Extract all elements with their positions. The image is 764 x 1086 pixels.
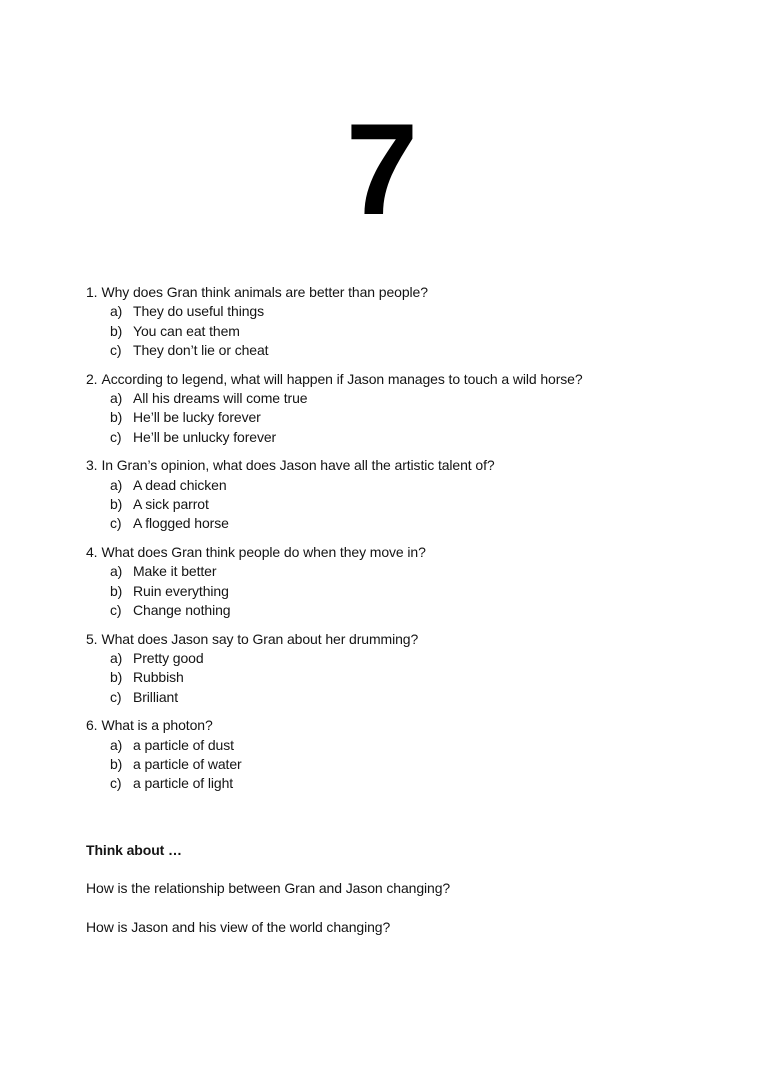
option-text: a particle of light xyxy=(133,775,234,792)
option-letter: a) xyxy=(110,303,123,320)
option-letter: a) xyxy=(110,649,123,666)
answer-option xyxy=(86,688,714,707)
option-text: They do useful things xyxy=(133,303,264,320)
option-text: He’ll be unlucky forever xyxy=(133,428,277,445)
option-letter: c) xyxy=(110,428,122,445)
option-letter: b) xyxy=(110,496,123,513)
answer-option xyxy=(86,514,714,533)
option-text: You can eat them xyxy=(133,322,240,339)
think-about-heading: Think about … xyxy=(86,842,182,858)
option-letter: c) xyxy=(110,515,122,532)
option-text: Rubbish xyxy=(133,669,184,686)
options-list xyxy=(86,736,714,794)
option-text: He’ll be lucky forever xyxy=(133,409,261,426)
option-text: Brilliant xyxy=(133,688,179,705)
answer-option xyxy=(86,582,714,601)
option-letter: b) xyxy=(110,669,123,686)
question-text: What is a photon? xyxy=(101,717,213,734)
question-number: 3. xyxy=(86,457,98,474)
answer-option xyxy=(86,389,714,408)
answer-option xyxy=(86,755,714,774)
answer-option xyxy=(86,476,714,495)
question-block xyxy=(86,543,714,621)
question-line xyxy=(86,543,714,562)
answer-option xyxy=(86,736,714,755)
option-text: a particle of dust xyxy=(133,736,234,753)
option-text: Pretty good xyxy=(133,649,204,666)
question-line xyxy=(86,630,714,649)
question-text: What does Jason say to Gran about her drumming? xyxy=(101,630,419,647)
question-block xyxy=(86,370,714,448)
answer-option xyxy=(86,562,714,581)
option-letter: a) xyxy=(110,476,123,493)
chapter-heading: 7 xyxy=(345,96,419,242)
options-list xyxy=(86,302,714,360)
answer-option xyxy=(86,601,714,620)
option-text: Ruin everything xyxy=(133,582,229,599)
answer-option xyxy=(86,649,714,668)
question-text: Why does Gran think animals are better than people? xyxy=(101,284,428,300)
option-text: Make it better xyxy=(133,563,217,580)
question-number: 4. xyxy=(86,543,98,560)
question-text: In Gran’s opinion, what does Jason have all the artistic talent of? xyxy=(101,457,495,474)
option-text: Change nothing xyxy=(133,602,231,619)
answer-option xyxy=(86,322,714,341)
option-text: a particle of water xyxy=(133,755,242,772)
option-letter: b) xyxy=(110,582,123,599)
question-line xyxy=(86,456,714,475)
question-text: According to legend, what will happen if Jason manages to touch a wild horse? xyxy=(101,370,583,387)
option-text: They don’t lie or cheat xyxy=(133,342,269,359)
question-block xyxy=(86,456,714,534)
option-text: All his dreams will come true xyxy=(133,390,308,407)
options-list xyxy=(86,476,714,534)
question-line xyxy=(86,716,714,735)
think-about-section xyxy=(86,841,714,957)
question-number: 2. xyxy=(86,370,98,387)
question-line xyxy=(86,370,714,389)
option-letter: a) xyxy=(110,390,123,407)
question-number: 1. xyxy=(86,284,98,300)
answer-option xyxy=(86,341,714,360)
question-block xyxy=(86,283,714,361)
option-letter: a) xyxy=(110,563,123,580)
question-block xyxy=(86,630,714,708)
option-text: A dead chicken xyxy=(133,476,227,493)
think-about-prompt: How is Jason and his view of the world changing? xyxy=(86,919,391,936)
option-letter: c) xyxy=(110,775,122,792)
option-letter: b) xyxy=(110,322,123,339)
option-letter: c) xyxy=(110,688,122,705)
questions-list xyxy=(86,283,714,803)
option-letter: b) xyxy=(110,409,123,426)
option-letter: c) xyxy=(110,602,122,619)
options-list xyxy=(86,649,714,707)
think-about-prompt: How is the relationship between Gran and Jason changing? xyxy=(86,880,451,897)
question-text: What does Gran think people do when they move in? xyxy=(101,543,426,560)
option-text: A flogged horse xyxy=(133,515,229,532)
option-letter: b) xyxy=(110,755,123,772)
option-letter: c) xyxy=(110,342,122,359)
option-text: A sick parrot xyxy=(133,496,209,513)
answer-option xyxy=(86,774,714,793)
question-block xyxy=(86,716,714,794)
question-number: 5. xyxy=(86,630,98,647)
answer-option xyxy=(86,408,714,427)
answer-option xyxy=(86,668,714,687)
question-line xyxy=(86,283,714,302)
options-list xyxy=(86,562,714,620)
answer-option xyxy=(86,428,714,447)
options-list xyxy=(86,389,714,447)
question-number: 6. xyxy=(86,717,98,734)
answer-option xyxy=(86,495,714,514)
option-letter: a) xyxy=(110,736,123,753)
answer-option xyxy=(86,302,714,321)
